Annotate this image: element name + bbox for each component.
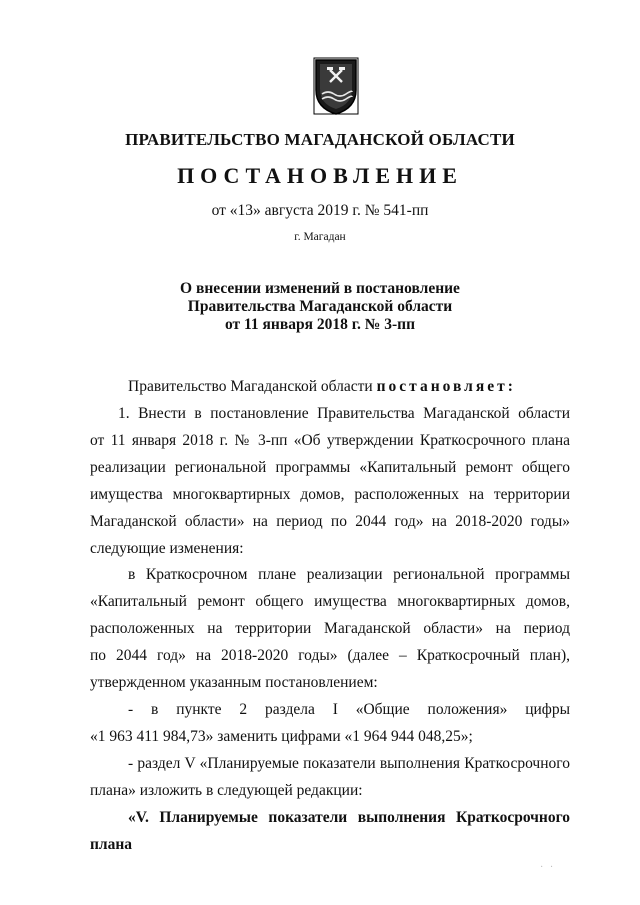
government-title: ПРАВИТЕЛЬСТВО МАГАДАНСКОЙ ОБЛАСТИ	[125, 130, 515, 149]
paragraph-line: - раздел V «Планируемые показатели выполнения Краткосрочного	[128, 755, 570, 772]
section-heading-line: «V. Планируемые показатели выполнения Краткосрочного	[128, 809, 570, 826]
paragraph-line: «1 963 411 984,73» заменить цифрами «1 964 944 048,25»;	[90, 728, 473, 745]
paragraph-line: утвержденном указанным постановлением:	[90, 674, 378, 691]
paragraph-line: от 11 января 2018 г. № 3-пп «Об утверждении Краткосрочного плана	[90, 432, 570, 449]
intro-emphasis: постановляет:	[376, 378, 516, 395]
coat-of-arms-emblem	[312, 56, 360, 116]
paragraph-line: 1. Внести в постановление Правительства Магаданской области	[118, 405, 570, 422]
paragraph-line: по 2044 год» на 2018-2020 годы» (далее – Краткосрочный план),	[90, 647, 570, 664]
section-heading-line: плана	[90, 836, 133, 853]
paragraph-line: - в пункте 2 раздела I «Общие положения» цифры	[128, 701, 570, 718]
paragraph-line: «Капитальный ремонт общего имущества многоквартирных домов,	[90, 593, 570, 610]
subject-line: О внесении изменений в постановление	[180, 280, 460, 297]
subject-line: от 11 января 2018 г. № 3-пп	[224, 316, 415, 333]
scan-mark: · ·	[540, 862, 556, 873]
paragraph-line: следующие изменения:	[90, 540, 244, 557]
intro-line	[128, 378, 516, 396]
paragraph-line: плана» изложить в следующей редакции:	[90, 782, 363, 799]
subject-line: Правительства Магаданской области	[187, 298, 453, 315]
document-date-number: от «13» августа 2019 г. № 541-пп	[211, 202, 429, 219]
paragraph-line: реализации региональной программы «Капитальный ремонт общего	[90, 459, 570, 476]
document-kind: ПОСТАНОВЛЕНИЕ	[177, 163, 463, 188]
document-subject	[0, 280, 640, 334]
paragraph-line: в Краткосрочном плане реализации региональной программы	[128, 566, 570, 583]
paragraph-line: расположенных на территории Магаданской области» на период	[90, 620, 570, 637]
intro-text: Правительство Магаданской области	[128, 378, 377, 395]
document-city: г. Магадан	[294, 231, 346, 243]
paragraph-line: Магаданской области» на период по 2044 год» на 2018-2020 годы»	[90, 513, 570, 530]
paragraph-line: имущества многоквартирных домов, расположенных на территории	[90, 486, 570, 503]
